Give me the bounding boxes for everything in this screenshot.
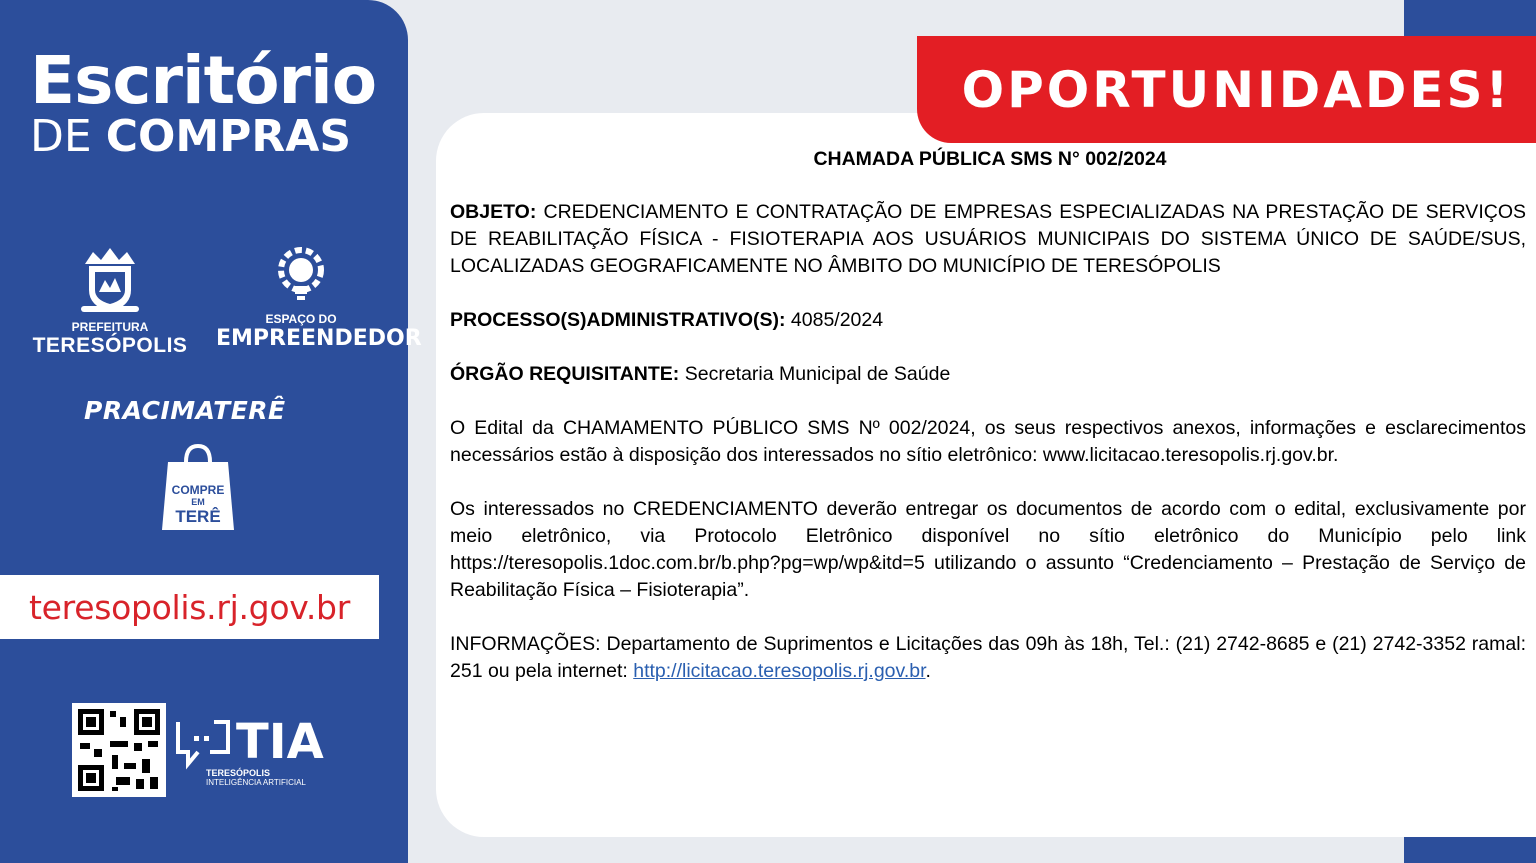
brand-title: Escritório bbox=[30, 42, 377, 119]
processo-value: 4085/2024 bbox=[790, 309, 884, 331]
edital-paragraph: O Edital da CHAMAMENTO PÚBLICO SMS Nº 002/2024, os seus respectivos anexos, informações e esclarecimentos necessários estão à disposição dos interessados no sítio eletrônico: www.licitacao.teresopolis.rj.gov.br. bbox=[450, 417, 1526, 466]
brand-subtitle bbox=[30, 111, 376, 162]
espaco-label: ESPAÇO DO bbox=[265, 312, 337, 326]
processo-paragraph bbox=[450, 307, 1526, 334]
informacoes-end: . bbox=[925, 660, 931, 682]
prefeitura-city: TERESÓPOLIS bbox=[32, 334, 188, 357]
oportunidades-banner bbox=[917, 36, 1536, 143]
document-title: CHAMADA PÚBLICA SMS N° 002/2024 bbox=[813, 148, 1167, 170]
sidebar bbox=[0, 0, 422, 863]
pracimatere-logo: PRACIMATERÊ bbox=[84, 396, 286, 425]
prefeitura-label: PREFEITURA bbox=[71, 320, 149, 334]
site-box bbox=[0, 575, 379, 639]
tia-word: TIA bbox=[236, 714, 324, 770]
objeto-label: OBJETO: bbox=[450, 201, 537, 223]
gear-bulb-icon bbox=[273, 246, 329, 308]
objeto-paragraph bbox=[450, 199, 1526, 280]
brand-de: DE bbox=[30, 111, 92, 162]
tia-chat-icon bbox=[174, 718, 232, 770]
tia-subtitle-1: TERESÓPOLIS bbox=[206, 768, 271, 778]
informacoes-text: INFORMAÇÕES: Departamento de Suprimentos e Licitações das 09h às 18h, Tel.: (21) 2742-8685 e (21) 2742-3352 ramal: 251 ou pela internet: bbox=[450, 633, 1526, 682]
prefeitura-logo bbox=[30, 246, 190, 358]
shopping-bag-icon bbox=[158, 440, 238, 535]
processo-label: PROCESSO(S)ADMINISTRATIVO(S): bbox=[450, 309, 786, 331]
compre-line2: EM bbox=[191, 497, 205, 507]
city-crest-icon bbox=[75, 246, 145, 318]
tia-logo bbox=[174, 714, 324, 787]
compre-em-tere-logo bbox=[158, 440, 238, 535]
orgao-value: Secretaria Municipal de Saúde bbox=[684, 363, 951, 385]
informacoes-paragraph bbox=[450, 631, 1526, 685]
orgao-paragraph bbox=[450, 361, 1526, 388]
banner-title: OPORTUNIDADES! bbox=[961, 60, 1512, 119]
document-content bbox=[450, 146, 1526, 712]
site-link[interactable]: teresopolis.rj.gov.br bbox=[29, 587, 350, 627]
orgao-label: ÓRGÃO REQUISITANTE: bbox=[450, 363, 680, 385]
espaco-empreendedor-logo bbox=[216, 246, 422, 351]
tia-subtitle-2: INTELIGÊNCIA ARTIFICIAL bbox=[206, 778, 306, 787]
interessados-paragraph: Os interessados no CREDENCIAMENTO deverão entregar os documentos de acordo com o edital, exclusivamente por meio eletrônico, via Protocolo Eletrônico disponível no sítio eletrônico do Município pelo link https://teresopolis.1doc.com.br/b.php?pg=wp/wp&itd=5 utilizando o assunto “Credenciamento – Prestação de Serviço de Reabilitação Física – Fisioterapia”. bbox=[450, 498, 1526, 601]
licitacao-link[interactable]: http://licitacao.teresopolis.rj.gov.br bbox=[633, 660, 926, 682]
compre-line3: TERÊ bbox=[175, 507, 221, 526]
qr-code-icon bbox=[72, 703, 166, 797]
brand-compras: COMPRAS bbox=[105, 111, 352, 162]
brand-logo bbox=[30, 42, 377, 162]
espaco-title: EMPREENDEDOR bbox=[216, 326, 422, 351]
compre-line1: COMPRE bbox=[171, 483, 225, 497]
objeto-text: CREDENCIAMENTO E CONTRATAÇÃO DE EMPRESAS ESPECIALIZADAS NA PRESTAÇÃO DE SERVIÇOS DE REABILITAÇÃO FÍSICA - FISIOTERAPIA AOS USUÁRIOS MUNICIPAIS DO SISTEMA ÚNICO DE SAÚDE/SUS, LOCALIZADAS GEOGRAFICAMENTE NO ÂMBITO DO MUNICÍPIO DE TERESÓPOLIS bbox=[450, 201, 1526, 277]
